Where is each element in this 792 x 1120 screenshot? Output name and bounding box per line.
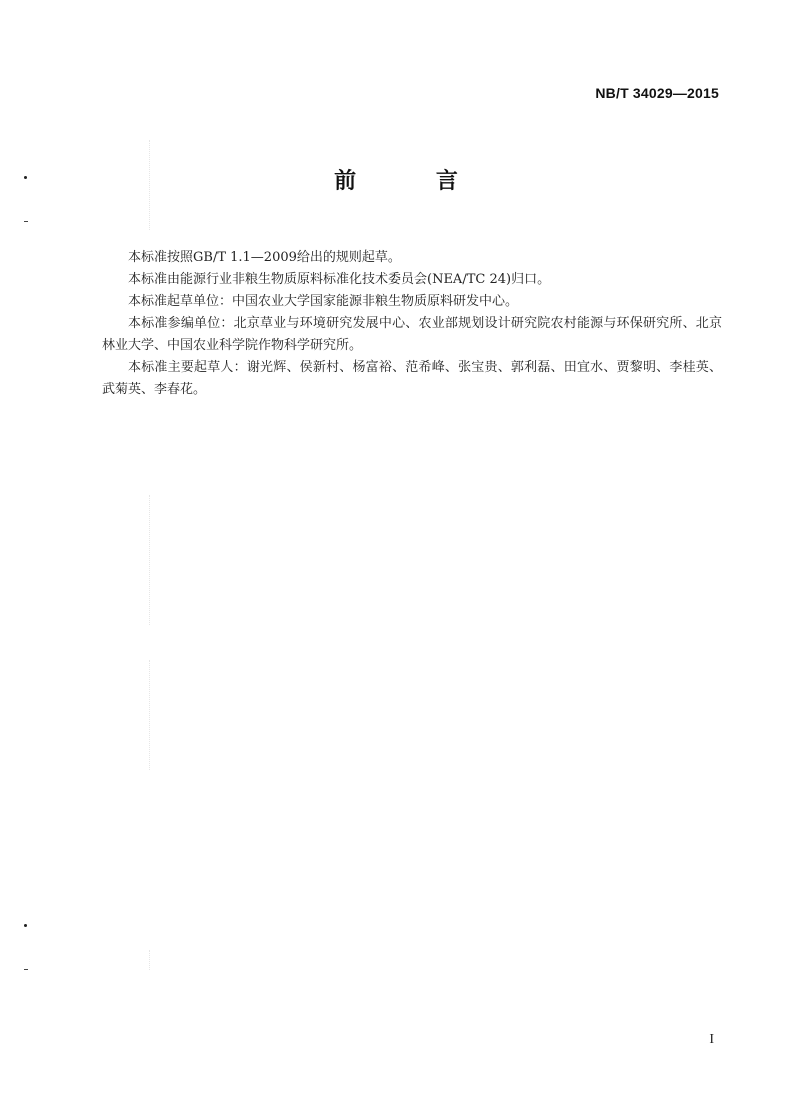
page-number: I: [709, 1032, 714, 1047]
paragraph-drafters: 本标准主要起草人：谢光辉、侯新村、杨富裕、范希峰、张宝贵、郭利磊、田宜水、贾黎明、李桂英、武菊英、李春花。: [102, 360, 722, 397]
page-title: 前 言: [334, 169, 494, 194]
scan-guide-line: [149, 950, 150, 970]
scan-guide-line: [149, 660, 150, 770]
paragraph-drafting-unit: 本标准起草单位：中国农业大学国家能源非粮生物质原料研发中心。: [128, 294, 519, 309]
scan-guide-line: [149, 495, 150, 625]
standard-number: NB/T 34029—2015: [595, 85, 719, 101]
margin-mark: [24, 924, 27, 927]
paragraph-participating-units: 本标准参编单位：北京草业与环境研究发展中心、农业部规划设计研究院农村能源与环保研究所、北京林业大学、中国农业科学院作物科学研究所。: [102, 316, 722, 353]
margin-mark: [24, 969, 28, 970]
margin-mark: [24, 221, 28, 222]
foreword-body: [102, 247, 722, 401]
paragraph-committee: 本标准由能源行业非粮生物质原料标准化技术委员会(NEA/TC 24)归口。: [128, 272, 551, 287]
paragraph-drafting-rules: 本标准按照GB/T 1.1—2009给出的规则起草。: [128, 250, 401, 265]
